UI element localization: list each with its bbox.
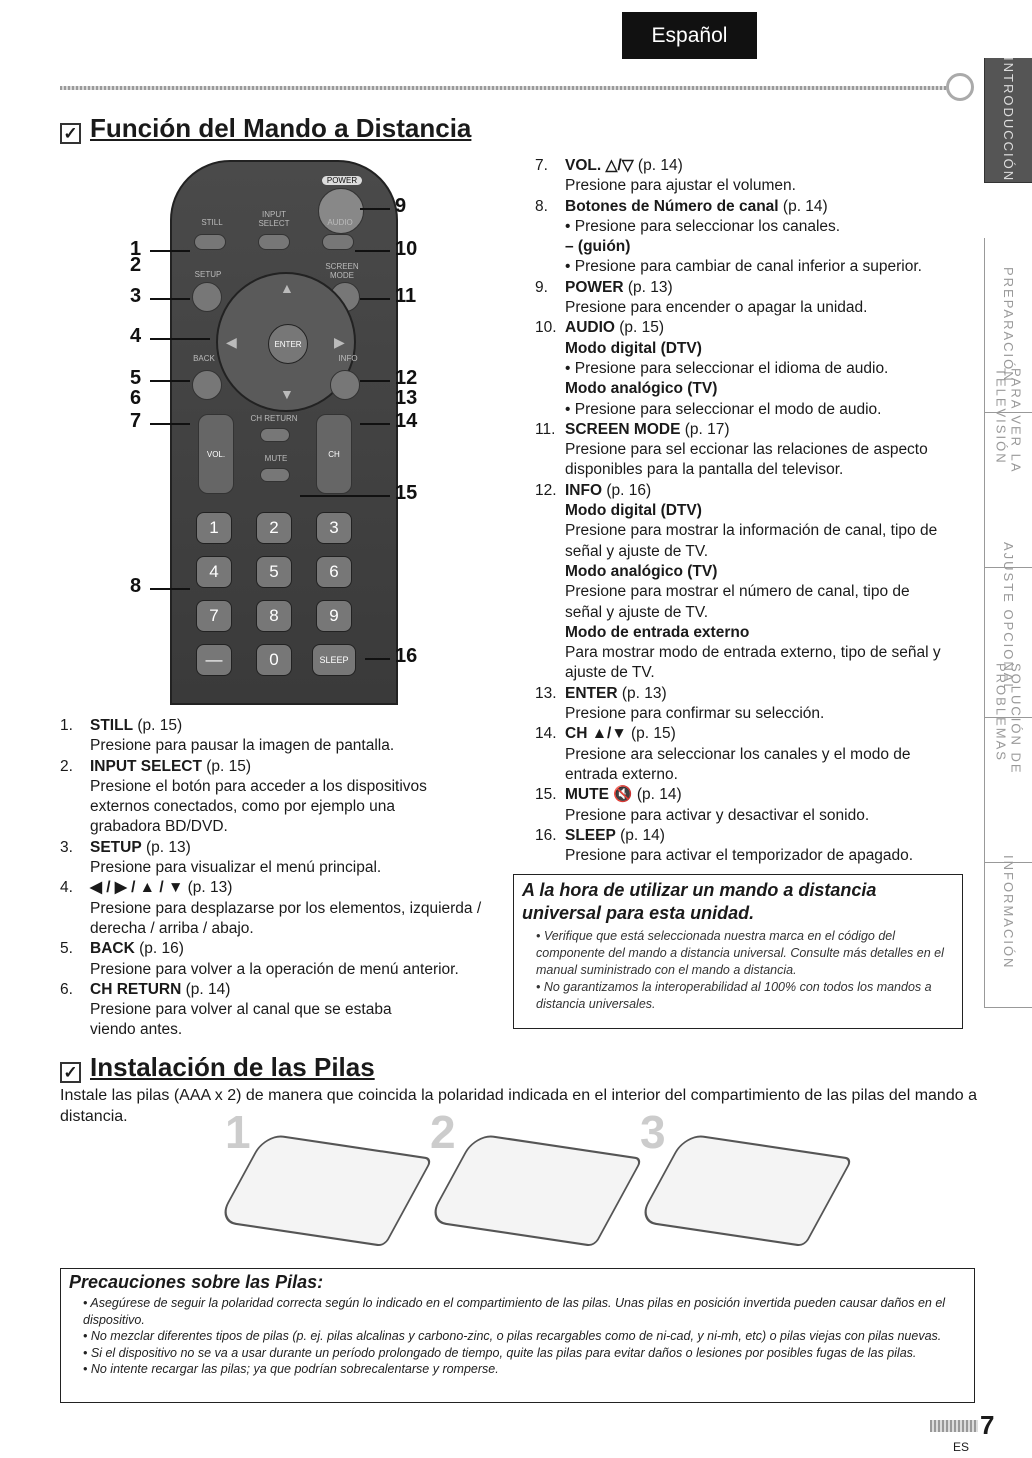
item-sub: Modo analógico (TV) <box>565 380 718 398</box>
item-sub: Modo analógico (TV) <box>565 562 718 580</box>
list-item <box>535 420 980 481</box>
item-ref: (p. 15) <box>133 717 183 734</box>
item-num: 1. <box>60 717 73 734</box>
battery-caution-box <box>60 1268 975 1403</box>
item-ref: (p. 16) <box>602 481 652 499</box>
item-ref: (p. 15) <box>201 757 252 775</box>
item-num: 13. <box>535 684 557 702</box>
item-desc: viendo antes. <box>90 1021 183 1039</box>
item-desc: Presione para pausar la imagen de pantalla. <box>90 737 395 755</box>
item-head: STILL <box>90 717 134 734</box>
item-head: AUDIO <box>565 319 615 337</box>
item-head: Botones de Número de canal <box>565 197 779 215</box>
item-ref: (p. 13) <box>617 684 667 702</box>
leader-line <box>300 495 390 497</box>
battery-step-2 <box>425 1106 635 1245</box>
item-desc: Presione el botón para acceder a los dispositivos <box>90 777 427 795</box>
universal-remote-note <box>513 874 963 1029</box>
side-tabs <box>984 58 1032 1018</box>
caution-bullets: • Asegúrese de seguir la polaridad correcta según lo indicado en el compartimiento de las pilas. Unas pilas en posición invertida pueden causar daños en el dispositivo. • No mezclar diferentes tipos de pilas (p. ej. pilas alcalinas y carbono-zinc, o pilas recargables como de ni-cad, y ni-mh, etc) o pilas viejas con pilas nuevas. • Si el dispositivo no se va a usar durante un período prolongado de tiempo, quite las pilas para evitar daños o lesiones por posibles fugas de las pilas. • No intente recargar las pilas; ya que podrían sobrecalentarse y romperse. <box>83 1296 946 1376</box>
num-button-7: 7 <box>196 600 232 632</box>
still-label: STILL <box>201 218 223 227</box>
arrow-down-icon: ▼ <box>280 386 294 402</box>
callout-4: 4 <box>130 325 142 347</box>
item-head: ENTER <box>565 684 618 702</box>
top-circle-ornament <box>946 73 974 101</box>
item-desc: Presione para mostrar la información de canal, tipo de <box>565 522 938 540</box>
caution-bullet: No intente recargar las pilas; ya que podrían sobrecalentarse y romperse. <box>90 1362 499 1376</box>
num-button-4: 4 <box>196 556 232 588</box>
item-desc: Presione para mostrar el número de canal, tipo de <box>565 583 910 601</box>
item-sub: – (guión) <box>565 238 631 256</box>
item-desc: disponibles para la pantalla del televisor. <box>565 461 844 479</box>
item-desc: Presione ara seleccionar los canales y el modo de <box>565 745 911 763</box>
item-desc: ajuste de TV. <box>565 664 655 682</box>
callout-6: 6 <box>130 387 142 409</box>
callout-11: 11 <box>395 285 417 307</box>
step-number: 3 <box>640 1106 666 1158</box>
checkbox-icon: ✓ <box>60 123 81 144</box>
item-num: 6. <box>60 980 73 998</box>
audio-button <box>322 234 354 250</box>
num-button-1: 1 <box>196 512 232 544</box>
section-title-text: Función del Mando a Distancia <box>90 113 472 143</box>
item-ref: (p. 13) <box>183 879 233 897</box>
item-ref: (p. 16) <box>134 940 184 958</box>
item-num: 11. <box>535 420 556 438</box>
item-num: 9. <box>535 278 548 296</box>
note-bullet: Verifique que está seleccionada nuestra marca en el código del componente del mando a distancia universal. Consulte más detalles en el manual suministrado con el mando a distancia. <box>536 929 944 977</box>
item-desc: • Presione para seleccionar el modo de audio. <box>565 400 882 418</box>
setup-button <box>192 282 222 312</box>
list-item <box>535 197 980 278</box>
num-button-9: 9 <box>316 600 352 632</box>
leader-line <box>150 423 190 425</box>
item-head: SETUP <box>90 838 142 856</box>
dash-button: — <box>196 644 232 676</box>
item-num: 14. <box>535 725 557 743</box>
leader-line <box>360 380 390 382</box>
mute-icon: 🔇 <box>608 786 633 804</box>
item-head: SCREEN MODE <box>565 420 681 438</box>
leader-line <box>150 588 190 590</box>
leader-line <box>360 423 390 425</box>
leader-line <box>150 380 190 382</box>
info-button <box>330 370 360 400</box>
list-item <box>60 838 510 879</box>
item-desc: Presione para volver al canal que se estaba <box>90 1001 392 1019</box>
list-item <box>535 156 980 197</box>
input-select-button <box>258 234 290 250</box>
setup-label: SETUP <box>194 270 222 279</box>
item-desc: Para mostrar modo de entrada externo, tipo de señal y <box>565 644 941 662</box>
item-desc: Presione para desplazarse por los elementos, izquierda / <box>90 899 482 917</box>
item-num: 7. <box>535 157 548 174</box>
num-button-3: 3 <box>316 512 352 544</box>
section-title-batteries <box>60 1052 375 1083</box>
page-language: ES <box>953 1440 970 1454</box>
item-desc: señal y ajuste de TV. <box>565 603 709 621</box>
page-bar <box>930 1420 978 1432</box>
callout-10: 10 <box>395 238 418 260</box>
item-desc: Presione para activar el temporizador de apagado. <box>565 847 914 865</box>
callout-7: 7 <box>130 410 142 432</box>
item-head: POWER <box>565 278 624 296</box>
item-desc: • Presione para cambiar de canal inferior a superior. <box>565 258 922 276</box>
leader-line <box>150 298 190 300</box>
callout-2: 2 <box>130 254 142 276</box>
checkbox-icon: ✓ <box>60 1062 81 1083</box>
mute-label: MUTE <box>264 454 288 463</box>
item-desc: Presione para sel eccionar las relaciones de aspecto <box>565 441 928 459</box>
remote-cover-icon <box>637 1133 854 1247</box>
remote-battery-icon <box>427 1133 644 1247</box>
item-ref: (p. 14) <box>615 826 665 844</box>
back-label: BACK <box>193 354 215 363</box>
side-tab-label: PREPARACIÓN <box>1001 267 1016 383</box>
item-ref: (p. 14) <box>633 157 683 174</box>
side-tab-label: INTRODUCCIÓN <box>1001 57 1016 183</box>
list-item <box>535 826 980 867</box>
item-num: 15. <box>535 786 557 804</box>
caution-title: Precauciones sobre las Pilas: <box>69 1272 324 1292</box>
callout-3: 3 <box>130 285 142 307</box>
item-head: CH RETURN <box>90 980 182 998</box>
callout-16: 16 <box>395 645 418 667</box>
ch-return-button <box>260 428 290 442</box>
enter-label: ENTER <box>274 339 302 349</box>
list-item <box>60 939 510 980</box>
leader-line <box>360 208 390 210</box>
power-button <box>318 188 364 234</box>
item-ref: (p. 15) <box>614 319 665 337</box>
item-num: 16. <box>535 826 557 844</box>
item-num: 10. <box>535 319 557 337</box>
screen-mode-label: SCREEN MODE <box>325 262 359 280</box>
caution-bullet: No mezclar diferentes tipos de pilas (p. ej. pilas alcalinas y carbono-zinc, o pilas recargables como de ni-cad, y ni-mh, etc) o pilas viejas con pilas nuevas. <box>90 1329 942 1343</box>
section-title-text: Instalación de las Pilas <box>90 1052 375 1082</box>
callout-15: 15 <box>395 482 418 504</box>
side-tab-label: INFORMACIÓN <box>1001 855 1016 970</box>
callout-8: 8 <box>130 575 142 597</box>
side-tab-label: PARA VER LA TELEVISIÓN <box>993 368 1024 473</box>
list-item <box>535 684 980 725</box>
callout-1: 1 <box>130 238 142 260</box>
ch-return-label: CH RETURN <box>250 414 298 423</box>
info-label: INFO <box>338 354 358 363</box>
arrow-left-icon: ◀ <box>226 334 237 350</box>
item-num: 2. <box>60 757 73 775</box>
item-head: SLEEP <box>565 826 616 844</box>
num-button-0: 0 <box>256 644 292 676</box>
leader-line <box>150 338 210 340</box>
item-num: 5. <box>60 940 73 958</box>
item-head: BACK <box>90 940 135 958</box>
note-bullets: • Verifique que está seleccionada nuestra marca en el código del componente del mando a distancia universal. Consulte más detalles en el manual suministrado con el mando a distancia. • No garantizamos la interoperabilidad al 100% con todos los mandos a distancia universales. <box>536 929 944 1011</box>
item-desc: externos conectados, como por ejemplo una <box>90 798 396 816</box>
side-tab-informacion[interactable] <box>984 818 1032 1008</box>
item-head: INFO <box>565 481 603 499</box>
num-button-5: 5 <box>256 556 292 588</box>
item-ref: (p. 15) <box>626 725 676 743</box>
caution-bullet: Si el dispositivo no se va a usar durante un período prolongado de tiempo, quite las pilas para evitar daños o lesiones por posibles fugas de las pilas. <box>90 1345 917 1360</box>
item-sub: Modo de entrada externo <box>565 623 750 641</box>
enter-button <box>268 324 308 364</box>
item-desc: grabadora BD/DVD. <box>90 818 228 836</box>
item-ref: (p. 13) <box>141 838 191 856</box>
audio-label: AUDIO <box>327 218 353 227</box>
arrow-up-icon: ▲ <box>280 280 294 296</box>
back-button <box>192 370 222 400</box>
item-desc: Presione para confirmar su selección. <box>565 705 825 723</box>
item-ref: (p. 17) <box>680 420 730 438</box>
item-ref: (p. 13) <box>623 278 673 296</box>
item-num: 12. <box>535 481 557 499</box>
item-desc: Presione para activar y desactivar el sonido. <box>565 806 870 824</box>
callout-12: 12 <box>395 367 418 389</box>
remote-illustration <box>120 150 440 710</box>
item-sub: Modo digital (DTV) <box>565 339 702 357</box>
arrow-right-icon: ▶ <box>334 334 345 350</box>
caution-bullet: Asegúrese de seguir la polaridad correcta según lo indicado en el compartimiento de las pilas. Unas pilas en posición invertida pueden causar daños en el dispositivo. <box>83 1296 946 1327</box>
item-ref: (p. 14) <box>181 980 231 998</box>
item-ref: (p. 14) <box>632 786 682 804</box>
num-button-2: 2 <box>256 512 292 544</box>
item-num: 8. <box>535 197 548 215</box>
item-head: INPUT SELECT <box>90 757 202 775</box>
battery-step-1 <box>215 1106 425 1245</box>
list-item <box>60 757 510 838</box>
leader-line <box>150 250 190 252</box>
still-button <box>194 234 226 250</box>
mute-button <box>260 468 290 482</box>
side-tab-label: SOLUCIÓN DE PROBLEMAS <box>993 663 1024 775</box>
step-number: 1 <box>225 1106 251 1158</box>
item-sub: Modo digital (DTV) <box>565 502 702 520</box>
item-ref: (p. 14) <box>778 197 828 215</box>
list-item <box>60 980 510 1041</box>
item-desc: • Presione para seleccionar el idioma de audio. <box>565 359 889 377</box>
button-list-right <box>535 156 980 866</box>
language-tab: Español <box>622 12 757 59</box>
note-title: A la hora de utilizar un mando a distancia universal para esta unidad. <box>522 880 877 923</box>
item-head: MUTE <box>565 786 609 804</box>
step-number: 2 <box>430 1106 456 1158</box>
top-rule <box>60 86 950 90</box>
list-item <box>535 318 980 419</box>
page-number: 7 <box>980 1410 995 1440</box>
callout-5: 5 <box>130 367 142 389</box>
callout-14: 14 <box>395 410 418 432</box>
list-item <box>60 878 510 939</box>
num-button-6: 6 <box>316 556 352 588</box>
item-num: 3. <box>60 838 73 856</box>
item-desc: derecha / arriba / abajo. <box>90 919 254 937</box>
section-title-remote <box>60 113 471 144</box>
item-desc: entrada externo. <box>565 765 678 783</box>
num-button-8: 8 <box>256 600 292 632</box>
item-desc: • Presione para seleccionar los canales. <box>565 217 841 235</box>
battery-step-3 <box>635 1106 845 1245</box>
vol-label: VOL. <box>206 450 226 459</box>
leader-line <box>365 658 390 660</box>
side-tab-label: AJUSTE OPCIONAL <box>1001 542 1016 693</box>
list-item <box>535 481 980 684</box>
battery-intro: Instale las pilas (AAA x 2) de manera que coincida la polaridad indicada en el interior del compartimiento de las pilas del mando a distancia. <box>60 1087 977 1125</box>
item-desc: Presione para ajustar el volumen. <box>565 177 796 195</box>
item-head: VOL. △/▽ <box>565 157 634 174</box>
side-tab-introduccion[interactable] <box>984 58 1032 183</box>
item-desc: Presione para encender o apagar la unidad. <box>565 299 868 317</box>
item-head: ◀ / ▶ / ▲ / ▼ <box>90 879 184 897</box>
list-item <box>535 278 980 319</box>
ch-label: CH <box>328 450 340 459</box>
leader-line <box>360 298 390 300</box>
item-desc: Presione para volver a la operación de menú anterior. <box>90 960 459 978</box>
item-head: CH ▲/▼ <box>565 725 627 743</box>
power-label: POWER <box>322 176 362 185</box>
sleep-button: SLEEP <box>312 644 356 676</box>
item-desc: señal y ajuste de TV. <box>565 542 709 560</box>
callout-13: 13 <box>395 387 418 409</box>
list-item <box>535 785 980 826</box>
note-bullet: No garantizamos la interoperabilidad al 100% con todos los mandos a distancia universales. <box>536 980 932 1011</box>
remote-body <box>170 160 398 705</box>
input-select-label: INPUT SELECT <box>258 210 290 228</box>
list-item <box>60 716 510 757</box>
item-desc: Presione para visualizar el menú principal. <box>90 859 382 877</box>
list-item <box>535 724 980 785</box>
button-list-left <box>60 716 510 1041</box>
item-num: 4. <box>60 879 73 897</box>
callout-9: 9 <box>395 195 407 217</box>
leader-line <box>355 250 390 252</box>
